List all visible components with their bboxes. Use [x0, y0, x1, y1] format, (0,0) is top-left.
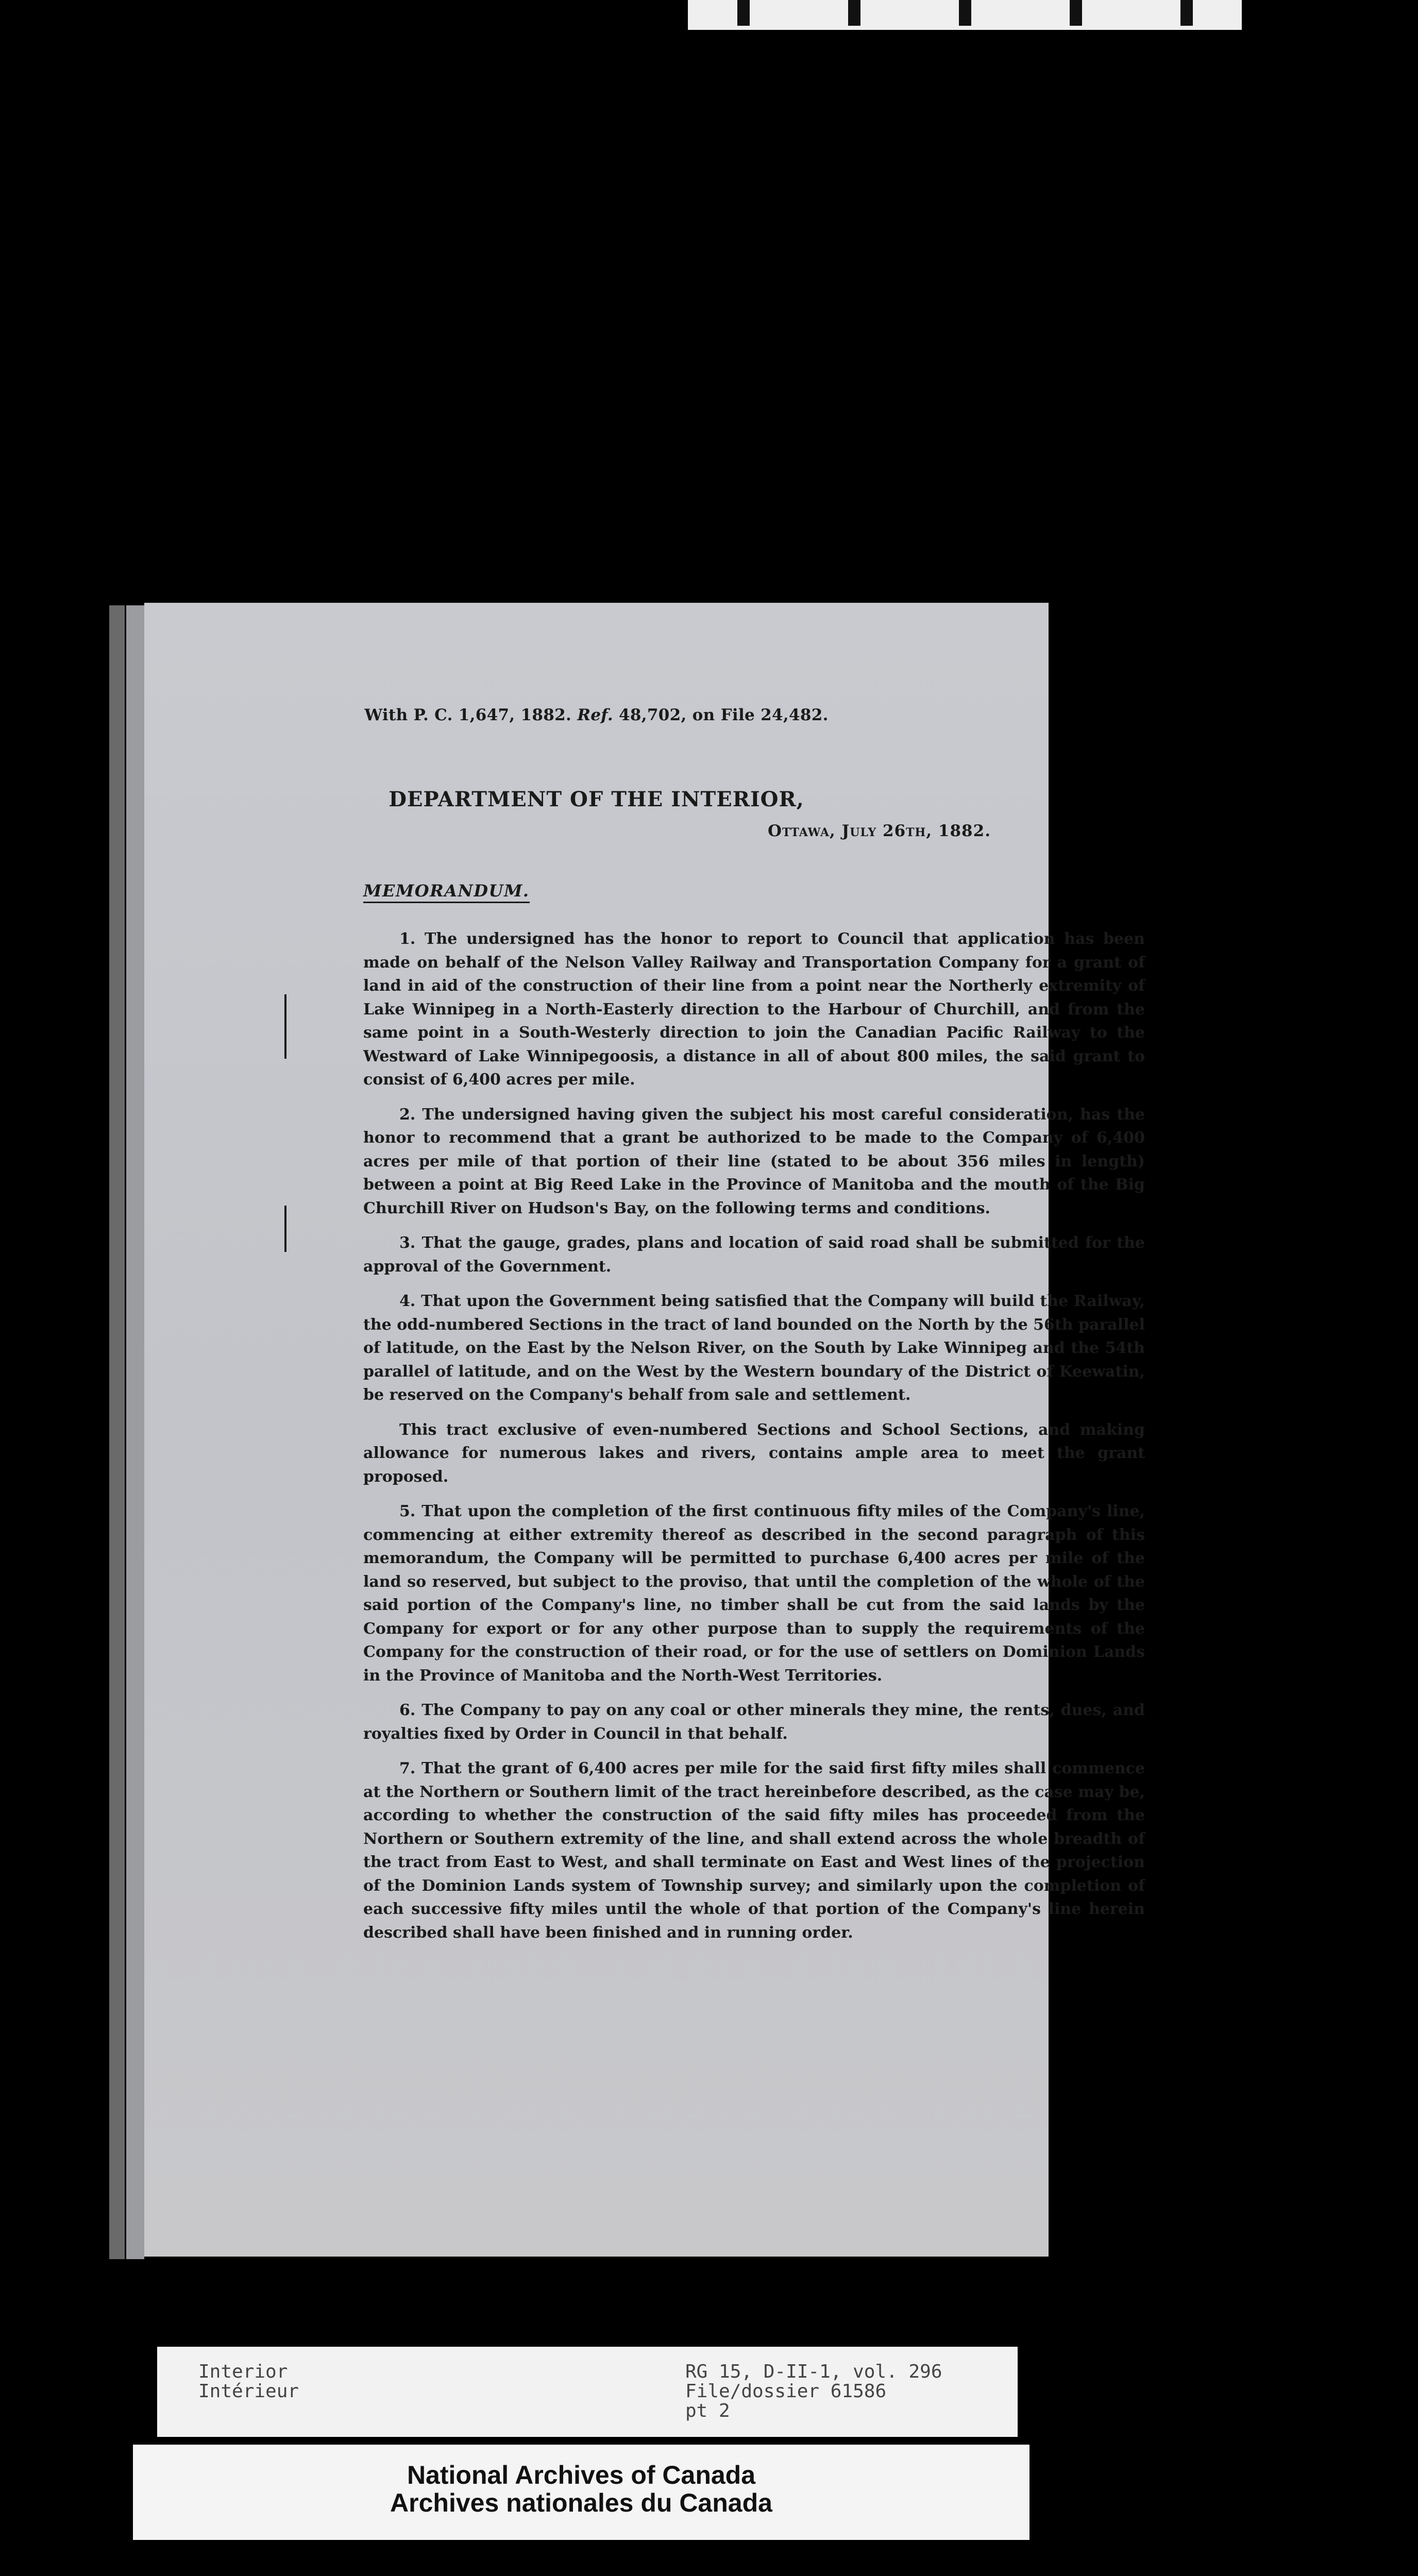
department-heading: DEPARTMENT OF THE INTERIOR,	[389, 787, 804, 811]
film-notch	[959, 0, 971, 26]
margin-pencil-mark	[284, 994, 286, 1059]
ref-prefix: With P. C. 1,647, 1882.	[364, 706, 572, 724]
dept-french: Intérieur	[198, 2381, 299, 2402]
department-labels	[198, 2362, 299, 2401]
paragraph-7: 7. That the grant of 6,400 acres per mile for the said first fifty miles shall commence at the Northern or Southern limit of the tract hereinbefore described, as the case may be, according to whether the construction of the said fifty miles has proceeded from the Northern or Southern extremity of the line, and shall extend across the whole breadth of the tract from East to West, and shall terminate on East and West lines of the projection of the Dominion Lands system of Township survey; and similarly upon the completion of each successive fifty miles until the whole of that portion of the Company's line herein described shall have been finished and in running order.	[363, 1759, 1145, 1942]
film-strip-marker	[688, 0, 1242, 30]
margin-pencil-mark	[284, 1206, 286, 1252]
paragraph-2: 2. The undersigned having given the subject his most careful consideration, has the honor to recommend that a grant be authorized to be made to the Company of 6,400 acres per mile of that portion of their line (stated to be about 356 miles in length) between a point at Big Reed Lake in the Province of Manitoba and the mouth of the Big Churchill River on Hudson's Bay, on the following terms and conditions.	[363, 1105, 1145, 1217]
paragraph-4-note: This tract exclusive of even-numbered Sections and School Sections, and making allowance for numerous lakes and rivers, contains ample area to meet the grant proposed.	[363, 1420, 1145, 1486]
page-shadow	[109, 605, 125, 2259]
ref-suffix: 48,702, on File 24,482.	[619, 706, 829, 724]
ref-rg: RG 15, D-II-1, vol. 296	[685, 2361, 942, 2382]
memo-body	[363, 927, 1145, 1956]
page-edge	[126, 605, 144, 2259]
paragraph-1: 1. The undersigned has the honor to report to Council that application has been made on behalf of the Nelson Valley Railway and Transportation Company for a grant of land in aid of the construction of their line from a point near the Northerly extremity of Lake Winnipeg in a North-Easterly direction to the Harbour of Churchill, and from the same point in a South-Westerly direction to join the Canadian Pacific Railway to the Westward of Lake Winnipegoosis, a distance in all of about 800 miles, the said grant to consist of 6,400 acres per mile.	[363, 930, 1145, 1089]
paragraph-6: 6. The Company to pay on any coal or other minerals they mine, the rents, dues, and royalties fixed by Order in Council in that behalf.	[363, 1701, 1145, 1743]
paragraph-5: 5. That upon the completion of the first continuous fifty miles of the Company's line, commencing at either extremity thereof as described in the second paragraph of this memorandum, the Company will be permitted to purchase 6,400 acres per mile of the land so reserved, but subject to the proviso, that until the completion of the whole of the said portion of the Company's line, no timber shall be cut from the said lands by the Company for export or for any other purpose than to supply the requirements of the Company for the construction of their road, or for the use of settlers on Dominion Lands in the Province of Manitoba and the North-West Territories.	[363, 1502, 1145, 1685]
paragraph-4: 4. That upon the Government being satisfied that the Company will build the Railway, the odd-numbered Sections in the tract of land bounded on the North by the 56th parallel of latitude, on the East by the Nelson River, on the South by Lake Winnipeg and the 54th parallel of latitude, and on the West by the Western boundary of the District of Keewatin, be reserved on the Company's behalf from sale and settlement.	[363, 1292, 1145, 1404]
film-notch	[848, 0, 860, 26]
record-group-reference	[685, 2362, 942, 2421]
film-notch	[1180, 0, 1193, 26]
paragraph-3: 3. That the gauge, grades, plans and location of said road shall be submitted for the approval of the Government.	[363, 1234, 1145, 1276]
document-page	[144, 603, 1145, 2257]
archive-name-english: National Archives of Canada	[407, 2461, 756, 2489]
memorandum-heading: MEMORANDUM.	[363, 881, 530, 903]
dateline: Ottawa, July 26th, 1882.	[767, 822, 991, 840]
ref-file: File/dossier 61586	[685, 2381, 887, 2402]
ref-label: Ref.	[577, 706, 613, 724]
archive-banner	[133, 2445, 1029, 2540]
archive-name-french: Archives nationales du Canada	[390, 2488, 772, 2517]
film-notch	[1070, 0, 1082, 26]
archive-reference-tag	[157, 2347, 1018, 2437]
film-notch	[737, 0, 750, 26]
dept-english: Interior	[198, 2361, 288, 2382]
ref-part: pt 2	[685, 2400, 730, 2421]
file-reference	[144, 706, 1049, 724]
